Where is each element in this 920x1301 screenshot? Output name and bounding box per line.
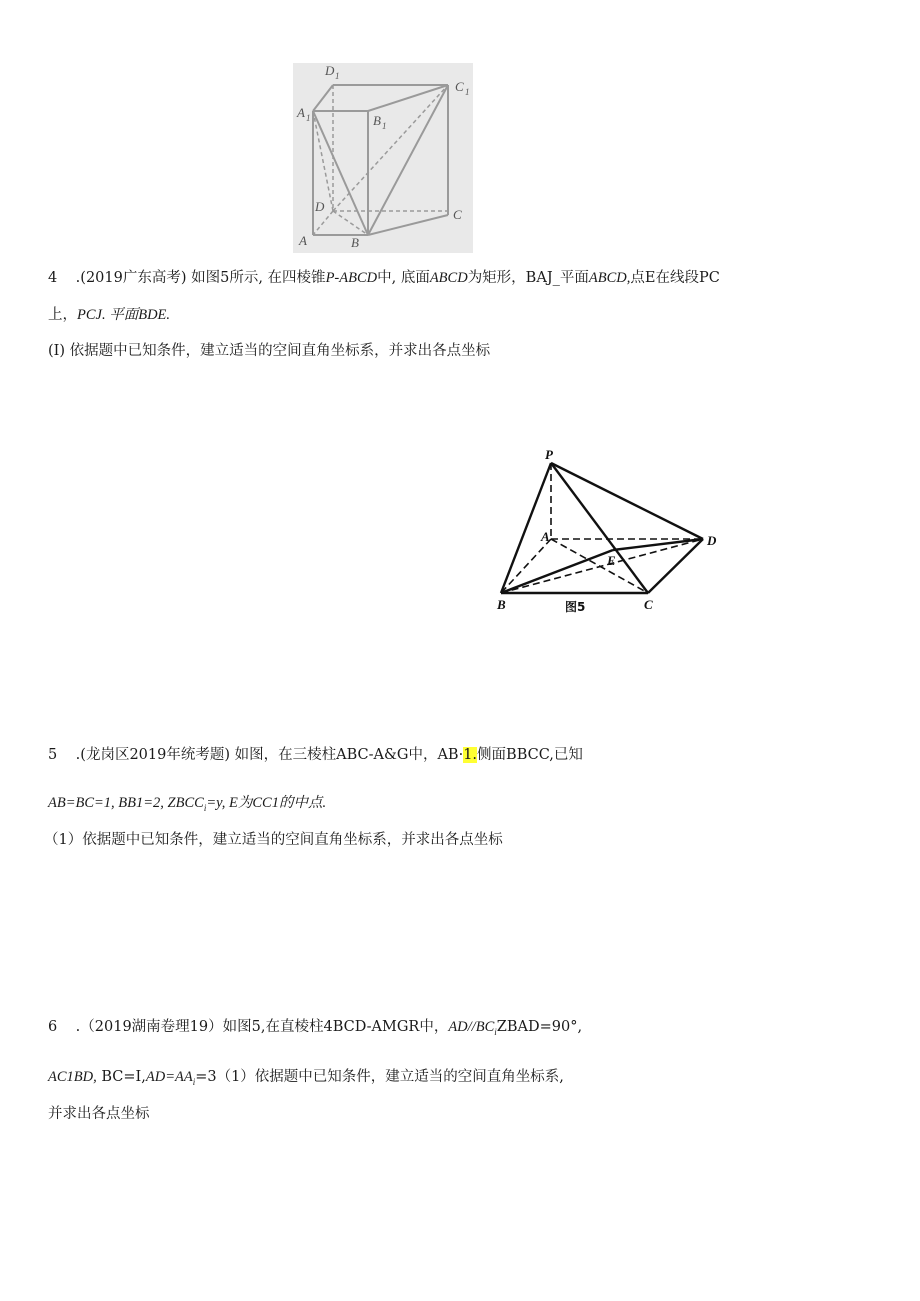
problem-6-text: .（2019湖南卷理19）如图5,在直棱柱4BCD-AMGR中，: [75, 1019, 449, 1035]
problem-4-math: ABCD: [429, 270, 468, 286]
label-b1-sub: 1: [382, 121, 387, 131]
label-b: B: [497, 597, 506, 612]
problem-6-math: AD//BC: [448, 1019, 495, 1035]
problem-5-line-1: [48, 745, 583, 765]
problem-4-text: 点E在线段PC: [630, 270, 720, 286]
cube-figure: [293, 63, 473, 253]
problem-4-text: .(2019广东高考) 如图5所示, 在四棱锥: [75, 270, 326, 286]
problem-5-math-sub: i: [203, 802, 207, 813]
problem-4-line-2: [48, 305, 170, 325]
label-b: B: [351, 235, 359, 250]
label-c: C: [644, 597, 653, 612]
problem-5-math: =y, E为CC1的中点.: [206, 795, 327, 811]
problem-4-math: ABCD,: [588, 270, 631, 286]
problem-4-math: P-ABCD: [325, 270, 378, 286]
problem-4-text: 中, 底面: [377, 270, 430, 286]
figure-caption: 图5: [565, 600, 586, 614]
problem-6-line-3: 并求出各点坐标: [48, 1106, 150, 1122]
label-a: A: [541, 529, 550, 544]
pyramid-figure: [493, 445, 733, 620]
problem-6-text: =3（1）依据题中已知条件，建立适当的空间直角坐标系,: [195, 1069, 564, 1085]
problem-6-math-sub: i: [192, 1076, 196, 1087]
problem-4-math: PCJ. 平面BDE.: [77, 307, 171, 323]
label-e: E: [607, 553, 616, 568]
label-d: D: [707, 533, 717, 548]
problem-5-line-3: （1）依据题中已知条件，建立适当的空间直角坐标系，并求出各点坐标: [44, 832, 503, 848]
highlighted-text: 1.: [463, 747, 478, 763]
problem-6-math: AC1BD,: [48, 1069, 97, 1085]
problem-5-text: .(龙岗区2019年统考题) 如图，在三棱柱ABC-A&G中，AB·: [75, 747, 464, 763]
problem-4-number: 4: [48, 270, 58, 286]
pyramid-hidden-edges: [501, 463, 703, 593]
problem-5-text: 侧面BBCC,已知: [477, 747, 583, 763]
label-c: C: [453, 207, 462, 222]
label-d1: D: [325, 63, 335, 78]
problem-5-number: 5: [48, 747, 58, 763]
problem-6-math: AD=AA: [145, 1069, 193, 1085]
label-p: P: [545, 447, 553, 462]
problem-6-text: ZBAD=90°,: [496, 1019, 583, 1035]
label-c1: C: [455, 79, 464, 94]
problem-5-math: AB=BC=1, BB1=2, ZBCC: [48, 795, 204, 811]
label-d: D: [315, 199, 325, 214]
problem-6-number: 6: [48, 1019, 58, 1035]
figure-background: [293, 63, 473, 253]
label-a: A: [299, 233, 307, 248]
pyramid-solid-edges: [501, 463, 703, 593]
problem-6-math-sub: i: [494, 1026, 497, 1037]
problem-4-line-3: (I) 依据题中已知条件，建立适当的空间直角坐标系，并求出各点坐标: [48, 343, 491, 359]
problem-6-line-1: [48, 1017, 582, 1042]
problem-5-line-2: [48, 793, 326, 818]
problem-6-text: BC=I,: [96, 1069, 146, 1085]
problem-4-line-1: [48, 268, 720, 288]
problem-4-text: 上，: [48, 307, 77, 323]
problem-6-line-2: [48, 1067, 564, 1092]
label-a1: A: [297, 105, 305, 120]
label-b1: B: [373, 113, 381, 128]
label-a1-sub: 1: [306, 113, 311, 123]
label-c1-sub: 1: [465, 87, 470, 97]
problem-4-text: 为矩形，BAJ_平面: [467, 270, 589, 286]
label-d1-sub: 1: [335, 71, 340, 81]
